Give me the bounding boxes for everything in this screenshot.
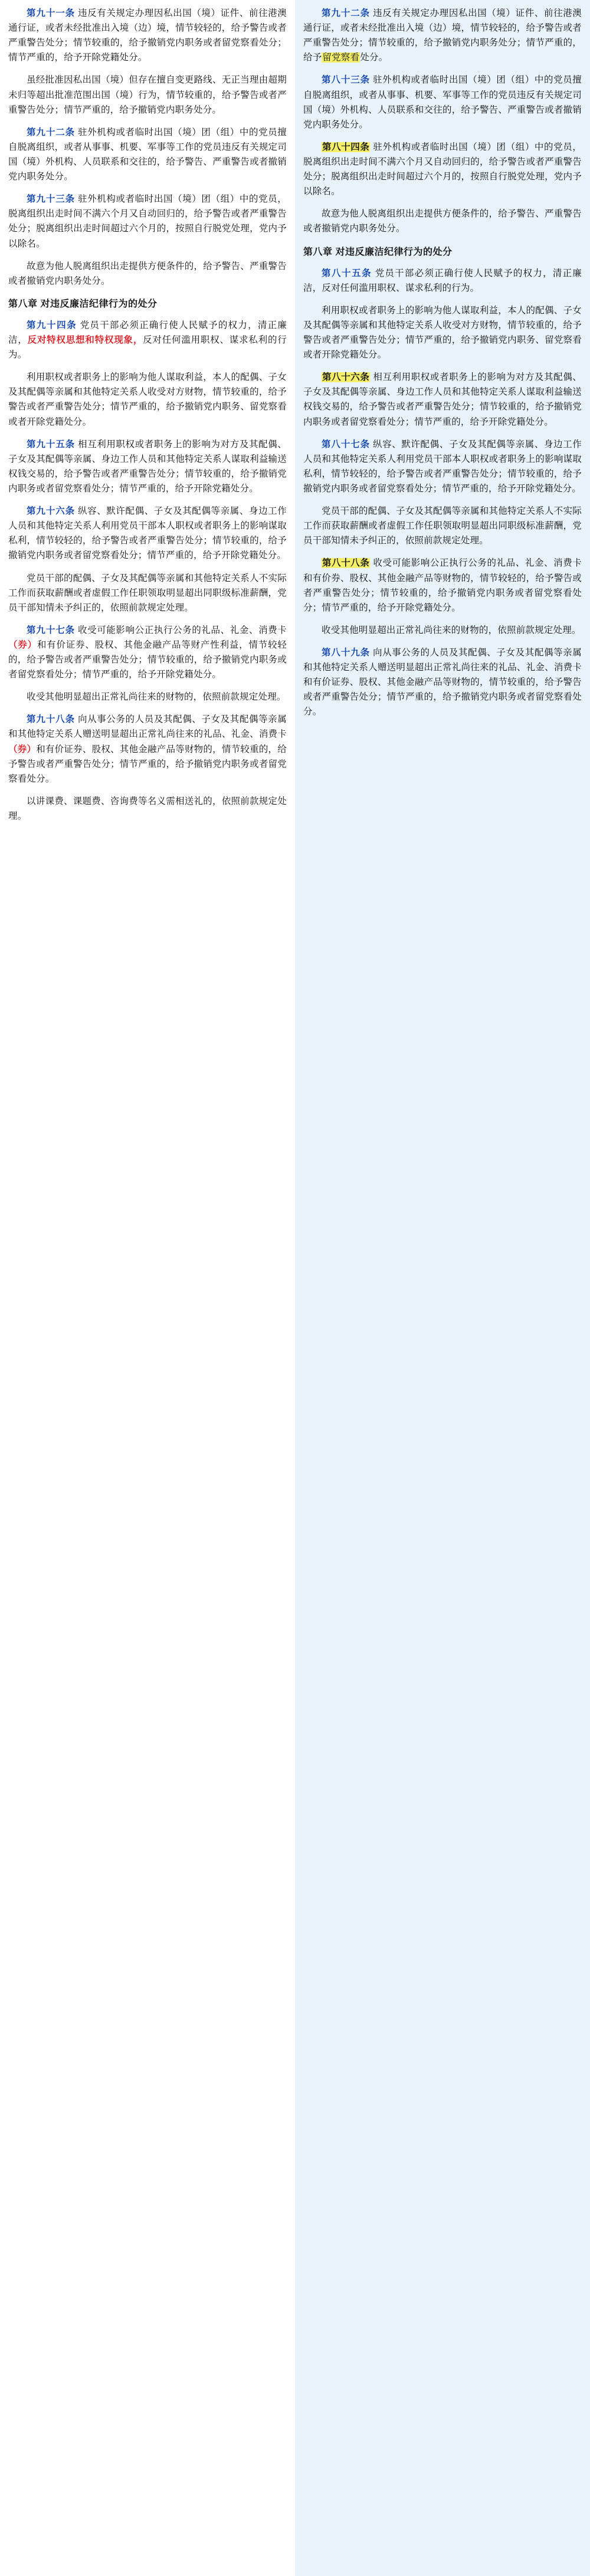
article-number: 第九十三条 xyxy=(27,194,76,205)
article-number: 第九十一条 xyxy=(27,8,76,18)
article-text: 驻外机构或者临时出国（境）团（组）中的党员，脱离组织出走时间不满六个月又自动回归的，给予警告或者严重警告处分；脱离组织出走时间超过六个月的，按照自行脱党处理，党内予以除名。 xyxy=(8,194,287,249)
article-paragraph xyxy=(8,623,287,682)
highlight-span: 留党察看 xyxy=(322,52,360,63)
article-text: 纵容、默许配偶、子女及其配偶等亲属、身边工作人员和其他特定关系人利用党员干部本人职权或者职务上的影响谋取私利，情节较轻的，给予警告或者严重警告处分；情节较重的，给予撤销党内职务或者留党察看处分；情节严重的，给予开除党籍处分。 xyxy=(303,439,582,494)
article-paragraph xyxy=(8,504,287,563)
article-text: 纵容、默许配偶、子女及其配偶等亲属、身边工作人员和其他特定关系人利用党员干部本人职权或者职务上的影响谋取私利，情节较轻的，给予警告或者严重警告处分；情节较重的，给予撤销党内职务或者留党察看处分；情节严重的，给予开除党籍处分。 xyxy=(8,506,287,561)
article-paragraph xyxy=(303,6,582,65)
article-number: 第八十五条 xyxy=(322,268,372,278)
paragraph-text: 收受其他明显超出正常礼尚往来的财物的，依照前款规定处理。 xyxy=(27,692,286,703)
paragraph xyxy=(303,303,582,362)
paragraph xyxy=(303,504,582,548)
article-paragraph xyxy=(303,556,582,615)
article-paragraph xyxy=(303,437,582,496)
article-number: 第九十五条 xyxy=(27,439,76,449)
emphasis-red: 反对特权思想和特权现象， xyxy=(27,334,143,345)
paragraph xyxy=(8,690,287,704)
article-paragraph xyxy=(303,140,582,199)
paragraph xyxy=(8,259,287,288)
article-number: 第八十七条 xyxy=(322,439,371,449)
article-number: 第八十三条 xyxy=(322,75,371,86)
paragraph xyxy=(8,370,287,429)
column-right xyxy=(295,0,590,2576)
article-paragraph xyxy=(303,370,582,429)
paragraph xyxy=(303,206,582,236)
article-number: 第九十二条 xyxy=(27,127,76,137)
article-text: 收受可能影响公正执行公务的礼品、礼金、消费卡（券）和有价证券、股权、其他金融产品等财产性利益，情节较轻的，给予警告或者严重警告处分；情节较重的，给予撤销党内职务或者留党察看处分；情节严重的，给予开除党籍处分。 xyxy=(8,625,287,680)
paragraph xyxy=(8,73,287,117)
article-paragraph xyxy=(8,192,287,251)
paragraph-text: 故意为他人脱离组织出走提供方便条件的，给予警告、严重警告或者撤销党内职务处分。 xyxy=(8,261,287,286)
paragraph-text: 利用职权或者职务上的影响为他人谋取利益，本人的配偶、子女及其配偶等亲属和其他特定关系人收受对方财物，情节较重的，给予警告或者严重警告处分；情节严重的，给予撤销党内职务、留党察看或者开除党籍处分。 xyxy=(303,305,582,360)
article-number: 第八十九条 xyxy=(322,647,371,658)
emphasis-red: （券） xyxy=(8,744,37,754)
paragraph-text: 利用职权或者职务上的影响为他人谋取利益，本人的配偶、子女及其配偶等亲属和其他特定关系人收受对方财物，情节较重的，给予警告或者严重警告处分；情节严重的，给予撤销党内职务、留党察看或者开除党籍处分。 xyxy=(8,372,287,427)
article-text: 相互利用职权或者职务上的影响为对方及其配偶、子女及其配偶等亲属、身边工作人员和其他特定关系人谋取利益输送权钱交易的，给予警告或者严重警告处分；情节较重的，给予撤销党内职务或者留党察看处分；情节严重的，给予开除党籍处分。 xyxy=(8,439,287,494)
article-number: 第九十六条 xyxy=(27,506,76,517)
article-text: 向从事公务的人员及其配偶、子女及其配偶等亲属和其他特定关系人赠送明显超出正常礼尚往来的礼品、礼金、消费卡和有价证券、股权、其他金融产品等财物的，情节较重的，给予警告或者严重警告处分；情节严重的，给予撤销党内职务或者留党察看处分。 xyxy=(303,647,582,717)
article-text: 向从事公务的人员及其配偶、子女及其配偶等亲属和其他特定关系人赠送明显超出正常礼尚往来的礼品、礼金、消费卡（券）和有价证券、股权、其他金融产品等财物的，情节较重的，给予警告或者严重警告处分；情节严重的，给予撤销党内职务或者留党察看处分。 xyxy=(8,714,287,784)
article-paragraph xyxy=(8,437,287,496)
paragraph-text: 以讲课费、课题费、咨询费等名义需相送礼的，依照前款规定处理。 xyxy=(8,796,287,822)
chapter-heading: 第八章 对违反廉洁纪律行为的处分 xyxy=(303,247,453,257)
article-text: 驻外机构或者临时出国（境）团（组）中的党员擅自脱离组织，或者从事事、机要、军事等工作的党员违反有关规定司国（境）外机构、人员联系和交往的，给予警告、严重警告或者撤销党内职务处分。 xyxy=(8,127,287,182)
article-paragraph xyxy=(303,73,582,132)
article-number: 第九十七条 xyxy=(27,625,76,635)
article-number: 第八十八条 xyxy=(322,558,370,569)
article-number: 第九十八条 xyxy=(27,714,76,725)
article-paragraph xyxy=(8,318,287,362)
article-text: 驻外机构或者临时出国（境）团（组）中的党员，脱离组织出走时间不满六个月又自动回归的，给予警告或者严重警告处分；脱离组织出走时间超过六个月的，按照自行脱党处理，党内予以除名。 xyxy=(303,142,582,197)
chapter-heading: 第八章 对违反廉洁纪律行为的处分 xyxy=(8,298,158,309)
article-paragraph xyxy=(8,125,287,184)
article-text: 党员干部必须正确行使人民赋予的权力，清正廉洁，反对特权思想和特权现象，反对任何滥用职权、谋求私利的行为。 xyxy=(8,320,287,360)
article-number: 第八十六条 xyxy=(322,372,370,383)
paragraph-text: 收受其他明显超出正常礼尚往来的财物的，依照前款规定处理。 xyxy=(322,625,581,635)
article-number: 第九十二条 xyxy=(322,8,371,18)
article-paragraph xyxy=(8,6,287,65)
paragraph xyxy=(8,794,287,823)
paragraph xyxy=(8,571,287,615)
article-text: 党员干部必须正确行使人民赋予的权力，清正廉洁，反对任何滥用职权、谋求私利的行为。 xyxy=(303,268,582,293)
article-text: 违反有关规定办理因私出国（境）证件、前往港澳通行证，或者未经批准出入境（边）境，情节较轻的，给予警告或者严重警告处分；情节较重的，给予撤销党内职务处分；情节严重的，给予留党察看处分。 xyxy=(303,8,582,63)
emphasis-red: （券） xyxy=(8,639,37,650)
paragraph-text: 虽经批准因私出国（境）但存在擅自变更路线、无正当理由超期未归等超出批准范围出国（境）行为，情节较重的，给予警告或者严重警告处分；情节严重的，给予撤销党内职务处分。 xyxy=(8,75,287,115)
paragraph xyxy=(303,623,582,638)
article-number: 第九十四条 xyxy=(27,320,77,330)
article-text: 相互利用职权或者职务上的影响为对方及其配偶、子女及其配偶等亲属、身边工作人员和其他特定关系人谋取利益输送权钱交易的，给予警告或者严重警告处分；情节较重的，给予撤销党内职务或者留党察看处分；情节严重的，给予开除党籍处分。 xyxy=(303,372,582,427)
article-paragraph xyxy=(8,712,287,786)
article-text: 违反有关规定办理因私出国（境）证件、前往港澳通行证，或者未经批准出入境（边）境，情节较轻的，给予警告或者严重警告处分；情节较重的，给予撤销党内职务或者留党察看处分；情节严重的，给予开除党籍处分。 xyxy=(8,8,287,63)
article-text: 收受可能影响公正执行公务的礼品、礼金、消费卡和有价券、股权、其他金融产品等财物的，情节较轻的，给予警告或者严重警告处分；情节较重的，给予撤销党内职务或者留党察看处分；情节严重的，给予开除党籍处分。 xyxy=(303,558,582,613)
paragraph-text: 党员干部的配偶、子女及其配偶等亲属和其他特定关系人不实际工作而获取薪酬或者虚假工作任职领取明显超出同职级标准薪酬，党员干部知情未予纠正的，依照前款规定处理。 xyxy=(303,506,582,546)
article-paragraph xyxy=(303,266,582,296)
article-paragraph xyxy=(303,645,582,720)
article-text: 驻外机构或者临时出国（境）团（组）中的党员擅自脱离组织，或者从事事、机要、军事等工作的党员违反有关规定司国（境）外机构、人员联系和交往的，给予警告、严重警告或者撤销党内职务处分。 xyxy=(303,75,582,130)
paragraph-text: 故意为他人脱离组织出走提供方便条件的，给予警告、严重警告或者撤销党内职务处分。 xyxy=(303,209,582,234)
article-number: 第八十四条 xyxy=(322,142,370,152)
paragraph-text: 党员干部的配偶、子女及其配偶等亲属和其他特定关系人不实际工作而获取薪酬或者虚假工作任职领取明显超出同职级标准薪酬，党员干部知情未予纠正的，依照前款规定处理。 xyxy=(8,573,287,613)
